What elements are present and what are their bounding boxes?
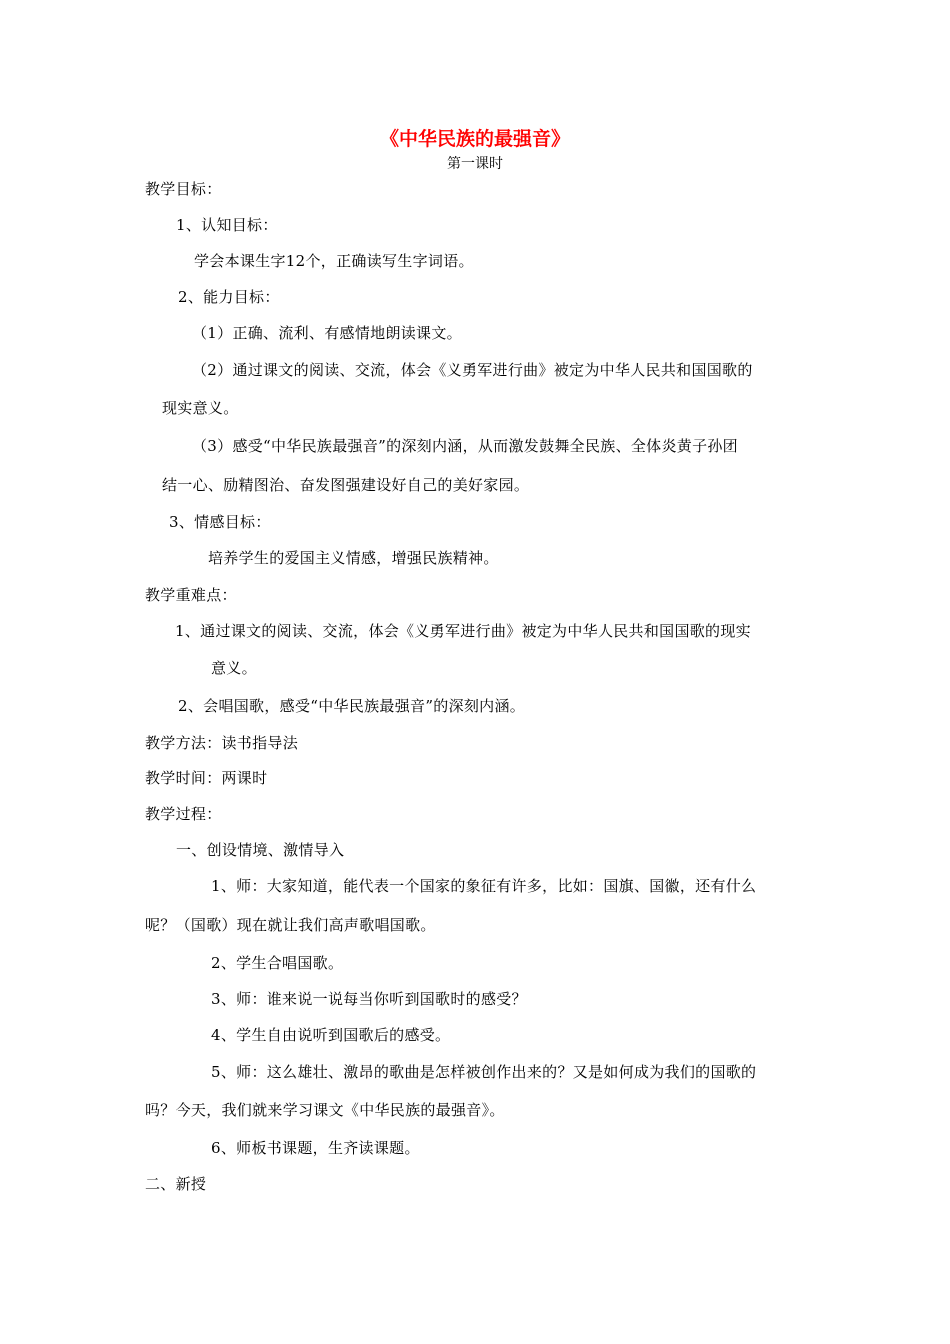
key2: 2、会唱国歌，感受“中华民族最强音”的深刻内涵。: [178, 697, 526, 715]
goal1-heading: 1、认知目标：: [176, 216, 278, 234]
goal2-heading: 2、能力目标：: [178, 288, 280, 306]
goal3-text: 培养学生的爱国主义情感，增强民族精神。: [208, 549, 499, 567]
goal3-heading: 3、情感目标：: [169, 513, 271, 531]
step4: 4、学生自由说听到国歌后的感受。: [211, 1026, 451, 1044]
document-subtitle: 第一课时: [447, 156, 503, 172]
step5-line2: 吗？今天，我们就来学习课文《中华民族的最强音》。: [145, 1101, 505, 1119]
key1-line1: 1、通过课文的阅读、交流，体会《义勇军进行曲》被定为中华人民共和国国歌的现实: [175, 622, 751, 640]
teaching-time: 教学时间：两课时: [145, 769, 268, 787]
section1-heading: 一、创设情境、激情导入: [176, 841, 345, 859]
goal2-item3-line2: 结一心、励精图治、奋发图强建设好自己的美好家园。: [162, 476, 530, 494]
teaching-method: 教学方法：读书指导法: [145, 734, 299, 752]
heading-process: 教学过程：: [145, 805, 222, 823]
goal2-item1: （1）正确、流利、有感情地朗读课文。: [192, 324, 462, 342]
heading-goals: 教学目标：: [145, 180, 222, 198]
step1-line1: 1、师：大家知道，能代表一个国家的象征有许多，比如：国旗、国徽，还有什么: [211, 877, 757, 895]
step3: 3、师：谁来说一说每当你听到国歌时的感受？: [211, 990, 527, 1008]
step1-line2: 呢？（国歌）现在就让我们高声歌唱国歌。: [145, 916, 436, 934]
goal1-text: 学会本课生字12个，正确读写生字词语。: [194, 252, 474, 270]
heading-key-points: 教学重难点：: [145, 586, 237, 604]
document-title: 《中华民族的最强音》: [379, 128, 570, 150]
step5-line1: 5、师：这么雄壮、激昂的歌曲是怎样被创作出来的？又是如何成为我们的国歌的: [211, 1063, 757, 1081]
section2-heading: 二、新授: [145, 1175, 207, 1193]
goal2-item2-line2: 现实意义。: [162, 399, 239, 417]
goal2-item2-line1: （2）通过课文的阅读、交流，体会《义勇军进行曲》被定为中华人民共和国国歌的: [192, 361, 753, 379]
goal2-item3-line1: （3）感受“中华民族最强音”的深刻内涵，从而激发鼓舞全民族、全体炎黄子孙团: [192, 437, 738, 455]
key1-line2: 意义。: [211, 659, 257, 677]
step6: 6、师板书课题，生齐读课题。: [211, 1139, 420, 1157]
step2: 2、学生合唱国歌。: [211, 954, 344, 972]
